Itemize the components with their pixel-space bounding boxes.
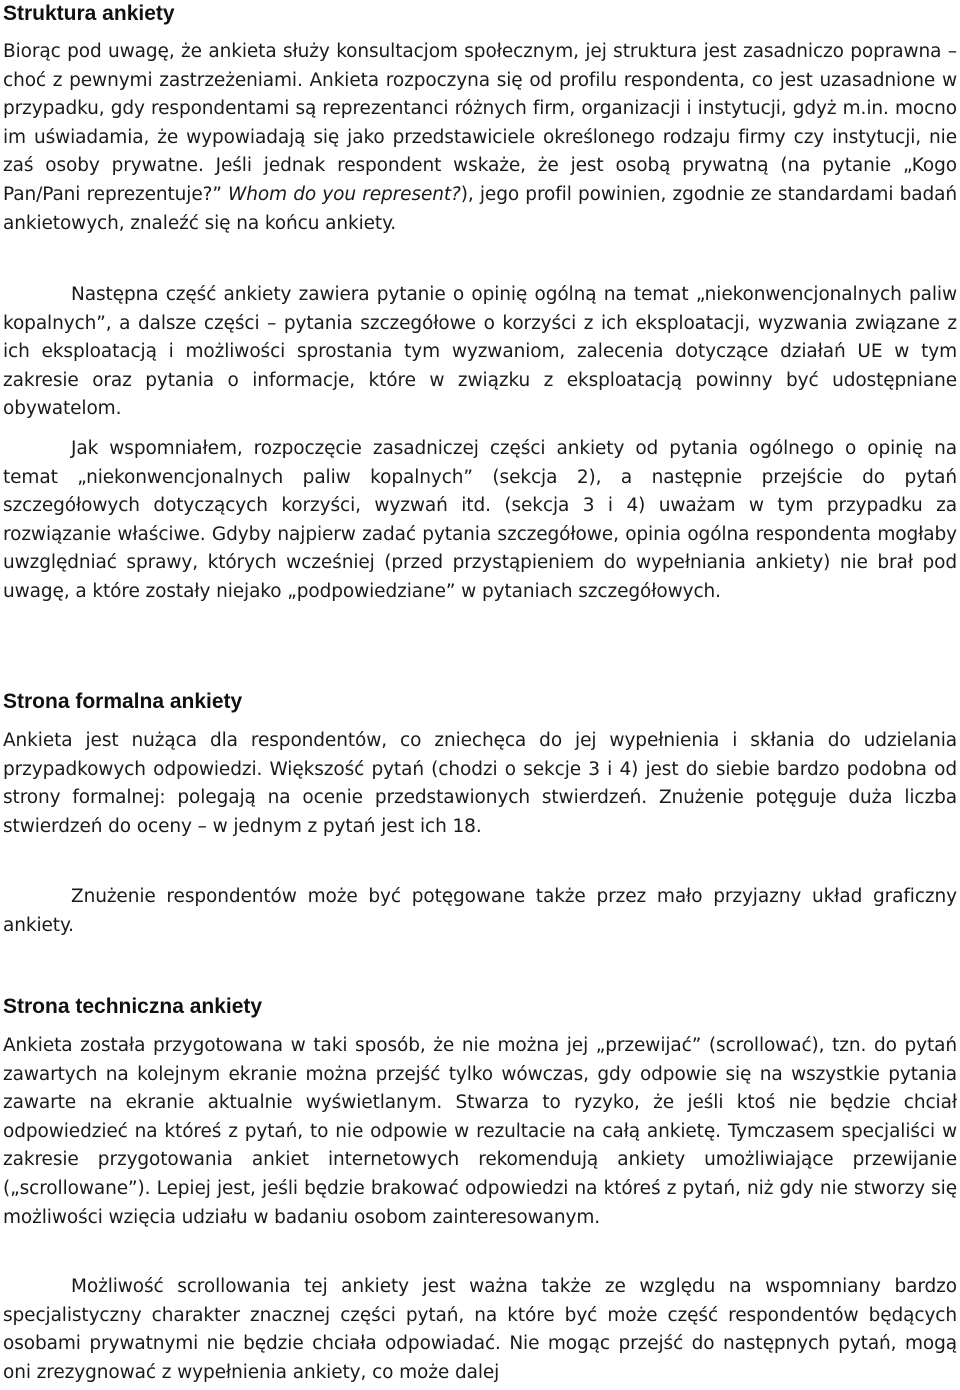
- section-heading-techniczna: Strona techniczna ankiety: [3, 995, 263, 1018]
- paragraph-formalna-2: Znużenie respondentów może być potęgowane także przez mało przyjazny układ graficzny ankiety.: [3, 886, 957, 936]
- paragraph-text: ), jego profil powinien, zgodnie ze standardami badań ankietowych, znaleźć się na końcu ankiety.: [3, 183, 957, 234]
- section-heading-formalna: Strona formalna ankiety: [3, 690, 243, 713]
- italic-question-text: Whom do you represent?: [228, 183, 461, 205]
- section-heading-struktura: Struktura ankiety: [3, 2, 175, 25]
- paragraph-struktura-1: [3, 38, 957, 238]
- paragraph-techniczna-2: Możliwość scrollowania tej ankiety jest ważna także ze względu na wspomniany bardzo specjalistyczny charakter znacznej części pytań, na które być może część respondentów będących osobami prywatnymi nie będzie chciała odpowiadać. Nie mogąc przejść do następnych pytań, mogą oni zrezygnować z wypełnienia ankiety, co może dalej: [3, 1276, 957, 1383]
- paragraph-text: Biorąc pod uwagę, że ankieta służy konsultacjom społecznym, jej struktura jest zasadniczo poprawna – choć z pewnymi zastrzeżeniami. Ankieta rozpoczyna się od profilu respondenta, co jest uzasadnione w przypadku, gdy respondentami są reprezentanci różnych firm, organizacji i instytucji, gdyż m.in. mocno im uświadamia, że wypowiadają się jako przedstawiciele określonego rodzaju firmy czy instytucji, nie zaś osoby prywatne. Jeśli jednak respondent wskaże, że jest osobą prywatną (na pytanie „Kogo Pan/Pani reprezentuje?”: [3, 41, 957, 205]
- paragraph-struktura-2: Następna część ankiety zawiera pytanie o opinię ogólną na temat „niekonwencjonalnych paliw kopalnych”, a dalsze części – pytania szczegółowe o korzyści z ich eksploatacji, wyzwania związane z ich eksploatacją i możliwości sprostania tym wyzwaniom, zalecenia dotyczące działań UE w tym zakresie oraz pytania o informacje, które w związku z eksploatacją powinny być udostępniane obywatelom.: [3, 284, 957, 420]
- paragraph-struktura-3: Jak wspomniałem, rozpoczęcie zasadniczej części ankiety od pytania ogólnego o opinię na temat „niekonwencjonalnych paliw kopalnych” (sekcja 2), a następnie przejście do pytań szczegółowych dotyczących korzyści, wyzwań itd. (sekcja 3 i 4) uważam w tym przypadku za rozwiązanie właściwe. Gdyby najpierw zadać pytania szczegółowe, opinia ogólna respondenta mogłaby uwzględniać sprawy, których wcześniej (przed przystąpieniem do wypełniania ankiety) nie brał pod uwagę, a które zostały niejako „podpowiedziane” w pytaniach szczegółowych.: [3, 438, 957, 602]
- paragraph-formalna-1: Ankieta jest nużąca dla respondentów, co zniechęca do jej wypełnienia i skłania do udzielania przypadkowych odpowiedzi. Większość pytań (chodzi o sekcje 3 i 4) jest do siebie bardzo podobna od strony formalnej: polegają na ocenie przedstawionych stwierdzeń. Znużenie potęguje duża liczba stwierdzeń do oceny – w jednym z pytań jest ich 18.: [3, 730, 957, 837]
- paragraph-techniczna-1: Ankieta została przygotowana w taki sposób, że nie można jej „przewijać” (scrollować), tzn. do pytań zawartych na kolejnym ekranie można przejść tylko wówczas, gdy odpowie się na wszystkie pytania zawarte na ekranie aktualnie wyświetlanym. Stwarza to ryzyko, że jeśli ktoś nie będzie chciał odpowiedzieć na któreś z pytań, to nie odpowie w rezultacie na całą ankietę. Tymczasem specjaliści w zakresie przygotowania ankiet internetowych rekomendują ankiety umożliwiające przewijanie („scrollowane”). Lepiej jest, jeśli będzie brakować odpowiedzi na któreś z pytań, niż gdy nie stworzy się możliwości wzięcia udziału w badaniu osobom zainteresowanym.: [3, 1035, 957, 1228]
